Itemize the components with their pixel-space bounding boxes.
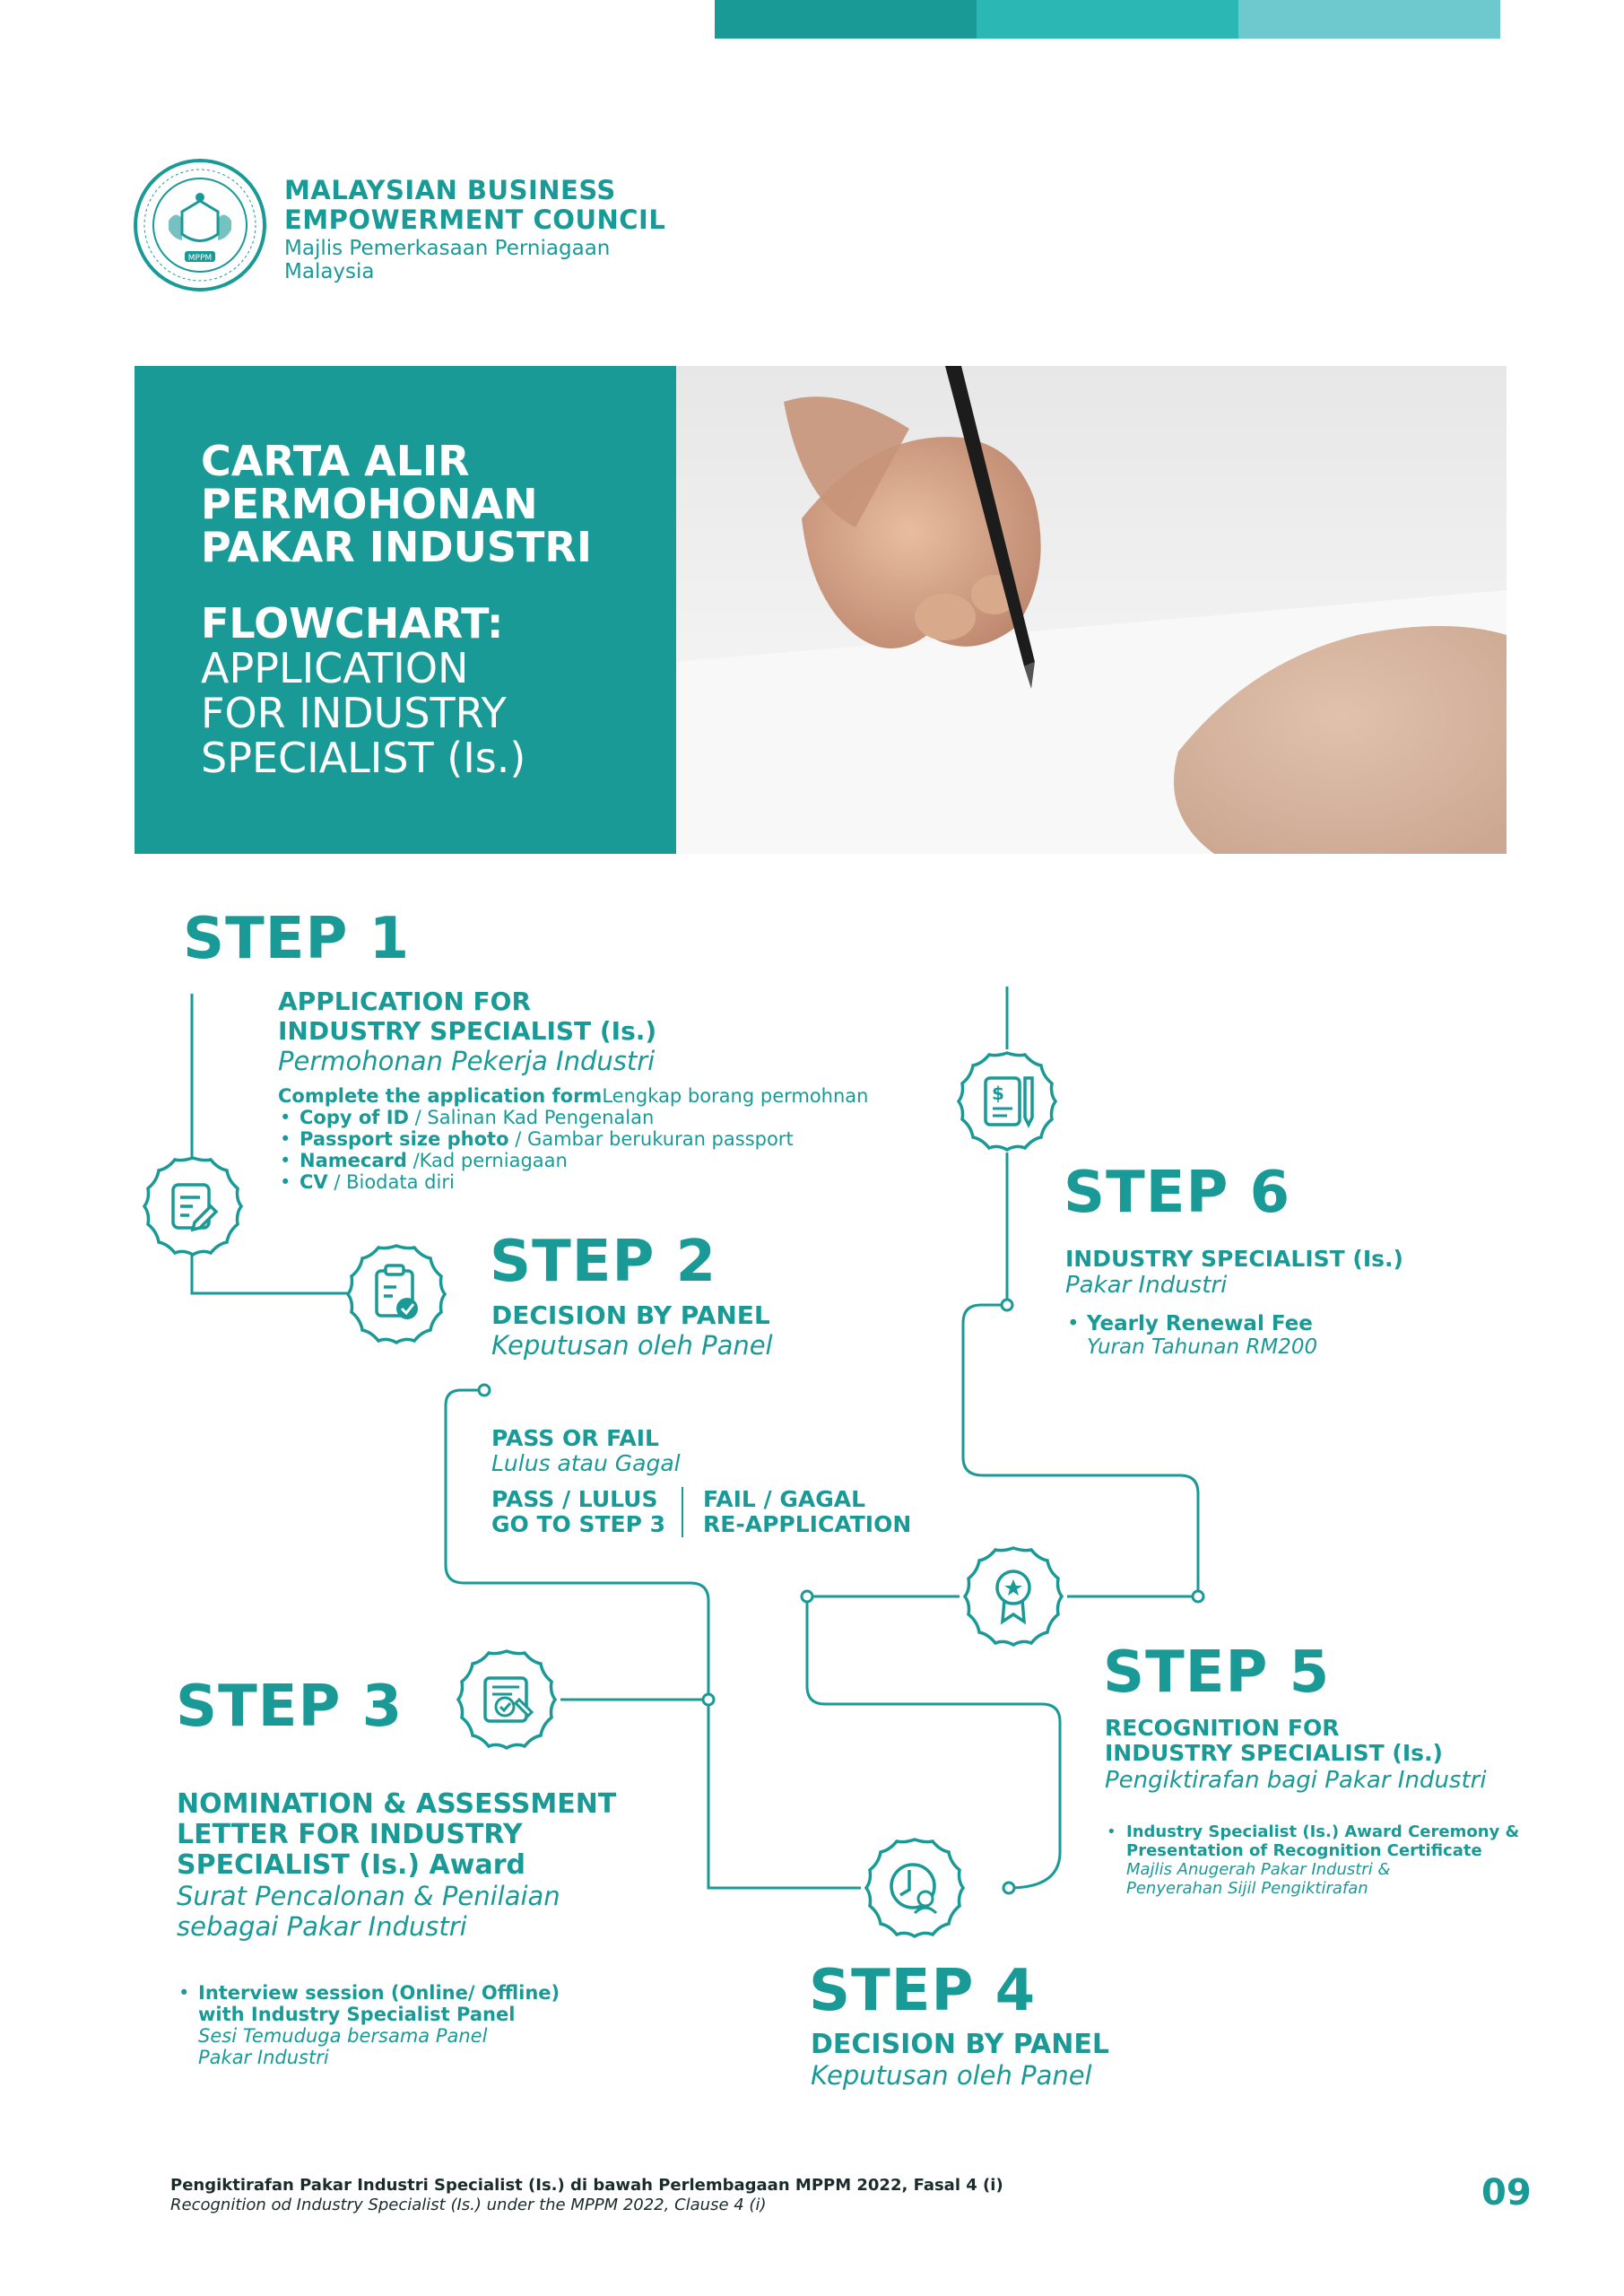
step4-title: DECISION BY PANEL: [811, 2029, 1109, 2060]
step1-intro: [278, 1085, 960, 1107]
step1-content: [278, 987, 960, 1193]
pass-line1: PASS / LULUS: [491, 1486, 658, 1512]
step5-bullet-it-line2: Penyerahan Sijil Pengiktirafan: [1126, 1879, 1368, 1898]
item-bold: Passport size photo: [300, 1128, 509, 1150]
pass-fail-italic: Lulus atau Gagal: [491, 1450, 681, 1476]
footer-line2: Recognition od Industry Specialist (Is.) under the MPPM 2022, Clause 4 (i): [170, 2196, 767, 2214]
step3-bullet-it-line1: Sesi Temuduga bersama Panel: [198, 2025, 488, 2047]
fail-line2: RE-APPLICATION: [703, 1511, 912, 1537]
step6-subtitle: Pakar Industri: [1065, 1272, 1228, 1299]
step3-content: [177, 1789, 733, 1942]
list-item: [278, 1128, 960, 1150]
step4-content: [811, 2030, 1349, 2091]
step1-requirements-list: [278, 1107, 960, 1193]
step5-bullets: [1105, 1822, 1589, 1898]
step3-bullet-it-line2: Pakar Industri: [198, 2047, 329, 2068]
step5-bullet-bold-line2: Presentation of Recognition Certificate: [1126, 1841, 1482, 1860]
step2-title: DECISION BY PANEL: [491, 1300, 770, 1330]
org-sub-line1: Majlis Pemerkasaan Perniagaan: [284, 237, 611, 260]
invoice-pen-icon: [953, 1048, 1061, 1155]
step3-bullet-bold-line1: • Interview session (Online/ Offline): [198, 1982, 560, 2004]
step1-intro-normal: Lengkap borang permohnan: [602, 1085, 869, 1107]
org-sub-line2: Malaysia: [284, 260, 375, 283]
step6-bullet-bold: • Yearly Renewal Fee: [1087, 1312, 1313, 1335]
hero-title-ms-line2: PERMOHONAN: [201, 480, 538, 528]
step1-label: STEP 1: [183, 906, 411, 972]
step3-bullets: [177, 1982, 643, 2068]
pass-block: [491, 1487, 683, 1537]
item-bold: Copy of ID: [300, 1107, 409, 1128]
step3-bullet-bold-line2: with Industry Specialist Panel: [198, 2004, 516, 2025]
item-bold: Namecard: [300, 1150, 407, 1171]
fail-line1: FAIL / GAGAL: [703, 1486, 866, 1512]
step6-bullet-it: Yuran Tahunan RM200: [1087, 1335, 1318, 1359]
step3-subtitle-line1: Surat Pencalonan & Penilaian: [177, 1881, 560, 1911]
footer-text: [170, 2176, 1426, 2215]
step6-bullets: [1065, 1312, 1514, 1359]
step5-content: [1105, 1716, 1607, 1795]
svg-text:$: $: [992, 1083, 1004, 1104]
step3-title-line1: NOMINATION & ASSESSMENT: [177, 1788, 617, 1820]
step5-bullet-it-line1: Majlis Anugerah Pakar Industri &: [1126, 1860, 1391, 1879]
hero-title-ms-line3: PAKAR INDUSTRI: [201, 523, 592, 571]
step1-intro-bold: Complete the application form: [278, 1085, 603, 1107]
form-edit-icon: [139, 1152, 247, 1260]
clipboard-check-icon: [343, 1240, 450, 1348]
step2-subtitle: Keputusan oleh Panel: [491, 1330, 773, 1361]
step5-title-line1: RECOGNITION FOR: [1105, 1715, 1340, 1741]
award-ribbon-icon: [960, 1543, 1067, 1650]
step3-label: STEP 3: [176, 1674, 404, 1740]
list-item: [278, 1107, 960, 1128]
page-number: 09: [1481, 2172, 1532, 2213]
fail-block: [683, 1487, 911, 1537]
item-normal: / Salinan Kad Pengenalan: [409, 1107, 655, 1128]
person-badge-icon: [861, 1834, 968, 1942]
step2-content: [491, 1300, 1029, 1361]
pass-line2: GO TO STEP 3: [491, 1511, 666, 1537]
step1-subtitle: Permohonan Pekerja Industri: [278, 1046, 656, 1076]
step6-content: [1065, 1247, 1568, 1299]
step1-title-line1: APPLICATION FOR: [278, 987, 532, 1016]
hero-title-en-line1: FLOWCHART:: [201, 599, 504, 648]
document-approve-icon: [453, 1646, 560, 1753]
item-normal: / Biodata diri: [327, 1171, 455, 1193]
list-item: [278, 1150, 960, 1171]
step6-title: INDUSTRY SPECIALIST (Is.): [1065, 1246, 1403, 1272]
step4-subtitle: Keputusan oleh Panel: [811, 2060, 1092, 2091]
step4-label: STEP 4: [809, 1958, 1037, 2024]
step3-title-line3: SPECIALIST (Is.) Award: [177, 1849, 526, 1881]
list-item: [1105, 1822, 1589, 1898]
step1-title-line2: INDUSTRY SPECIALIST (Is.): [278, 1016, 657, 1046]
footer-line1: Pengiktirafan Pakar Industri Specialist (Is.) di bawah Perlembagaan MPPM 2022, Fasal 4 (i): [170, 2176, 1003, 2195]
pass-fail-label: PASS OR FAIL: [491, 1425, 659, 1451]
hero-title-en-line3: FOR INDUSTRY: [201, 689, 507, 737]
step5-label: STEP 5: [1103, 1639, 1331, 1706]
step3-title-line2: LETTER FOR INDUSTRY: [177, 1819, 523, 1850]
hero-title-ms-line1: CARTA ALIR: [201, 437, 470, 485]
list-item: [278, 1171, 960, 1193]
org-name-line1: MALAYSIAN BUSINESS: [284, 175, 616, 205]
step5-bullet-bold-line1: • Industry Specialist (Is.) Award Ceremony &: [1126, 1822, 1520, 1841]
hero-title-en-line2: APPLICATION: [201, 644, 469, 692]
item-normal: /Kad perniagaan: [406, 1150, 568, 1171]
hero-title-en-line4: SPECIALIST (Is.): [201, 734, 526, 782]
item-bold: CV: [300, 1171, 328, 1193]
org-name-line2: EMPOWERMENT COUNCIL: [284, 204, 666, 235]
item-normal: / Gambar berukuran passport: [508, 1128, 794, 1150]
step5-subtitle: Pengiktirafan bagi Pakar Industri: [1105, 1767, 1487, 1794]
step2-pass-fail: [491, 1426, 994, 1537]
list-item: [177, 1982, 643, 2068]
logo-text: MPPM: [187, 254, 213, 263]
list-item: [1065, 1312, 1514, 1359]
step6-label: STEP 6: [1064, 1160, 1291, 1226]
step3-subtitle-line2: sebagai Pakar Industri: [177, 1911, 467, 1942]
step5-title-line2: INDUSTRY SPECIALIST (Is.): [1105, 1740, 1443, 1766]
step2-label: STEP 2: [490, 1229, 717, 1295]
